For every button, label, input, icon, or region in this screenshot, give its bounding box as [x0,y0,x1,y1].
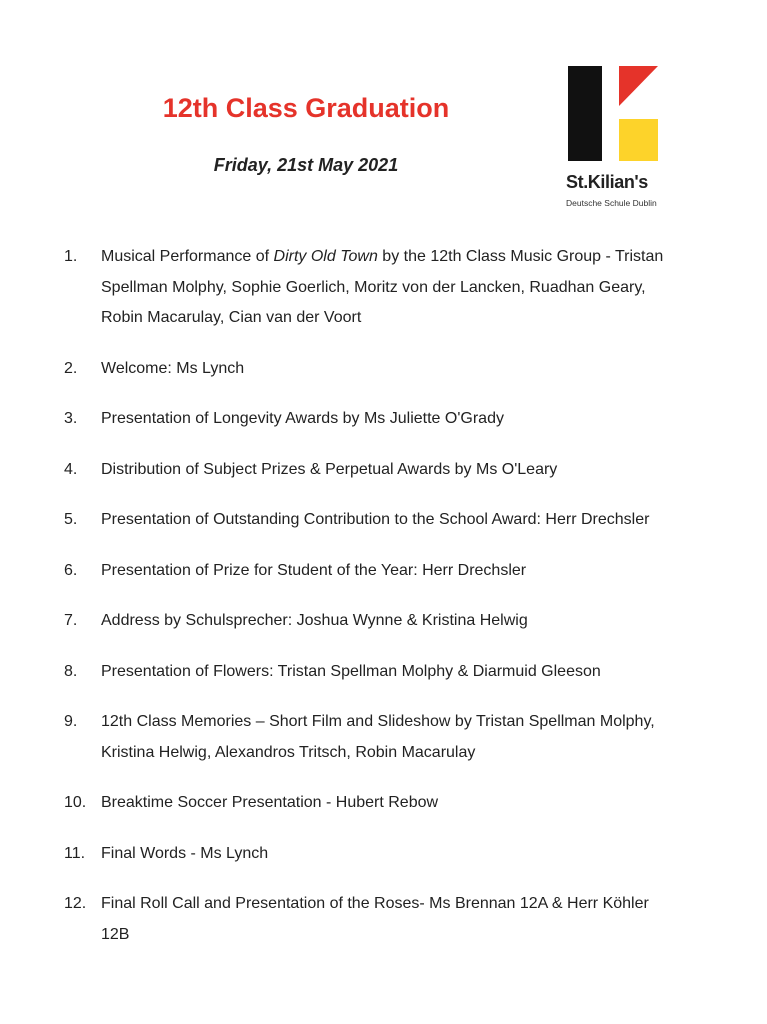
agenda-item-text-start: Musical Performance of [101,248,274,265]
agenda-item [0,242,767,334]
agenda-item-text [101,242,671,334]
agenda-item-number: 3. [64,410,78,427]
agenda-item [0,455,767,486]
agenda-item [0,657,767,688]
logo-black-bar [568,66,602,161]
page-title: 12th Class Graduation [162,93,450,123]
agenda-item [0,889,767,950]
agenda-item-number: 12. [64,895,87,912]
kilian-k-icon [566,64,658,164]
agenda-item [0,505,767,536]
song-title: Dirty Old Town [273,248,378,265]
agenda-item-number: 6. [64,561,78,579]
school-logo [566,64,662,214]
agenda-item-number: 7. [64,612,78,629]
agenda-item [0,556,767,587]
agenda-item-text: 12th Class Memories – Short Film and Slideshow by Tristan Spellman Molphy, Kristina Helwig, Alexandros Tritsch, Robin Macarulay [101,713,655,761]
agenda-item-number: 5. [64,511,78,528]
logo-school-subtitle: Deutsche Schule Dublin [566,198,657,208]
agenda-item-text: Distribution of Subject Prizes & Perpetual Awards by Ms O'Leary [101,460,558,478]
agenda-item-text-end: by the 12th Class Music Group - Tristan Spellman Molphy, Sophie Goerlich, Moritz von der Lancken, Ruadhan Geary, Robin Macarulay, Cian van der Voort [101,248,664,326]
agenda-item-text: Presentation of Flowers: Tristan Spellman Molphy & Diarmuid Gleeson [101,662,601,680]
agenda-item-text: Address by Schulsprecher: Joshua Wynne & Kristina Helwig [101,612,528,629]
agenda-item-number: 10. [64,794,87,811]
agenda-item-number: 8. [64,662,78,680]
agenda-item-text: Presentation of Outstanding Contribution to the School Award: Herr Drechsler [101,511,650,528]
agenda-item-number: 9. [64,713,78,730]
agenda-item-text: Final Words - Ms Lynch [101,844,269,862]
agenda-item [0,707,767,768]
agenda-item-number: 4. [64,460,78,478]
agenda-item [0,404,767,435]
agenda-item-text: Final Roll Call and Presentation of the Roses- Ms Brennan 12A & Herr Köhler 12B [101,895,649,943]
agenda-item-number: 11. [64,844,86,862]
agenda-item [0,839,767,870]
agenda-item-text: Presentation of Longevity Awards by Ms Juliette O'Grady [101,410,504,427]
agenda-item-text: Welcome: Ms Lynch [101,359,245,377]
agenda-item [0,354,767,385]
agenda-item-text: Breaktime Soccer Presentation - Hubert Rebow [101,794,439,811]
agenda-item [0,606,767,637]
agenda-list [0,242,767,970]
agenda-item [0,788,767,819]
logo-school-name: St.Kilian's [566,172,648,192]
event-date: Friday, 21st May 2021 [213,155,399,175]
agenda-item-text: Presentation of Prize for Student of the Year: Herr Drechsler [101,561,527,579]
logo-yellow-shape [619,119,658,161]
agenda-item-number: 1. [64,248,78,265]
agenda-item-number: 2. [64,359,78,377]
logo-red-shape [619,66,658,106]
